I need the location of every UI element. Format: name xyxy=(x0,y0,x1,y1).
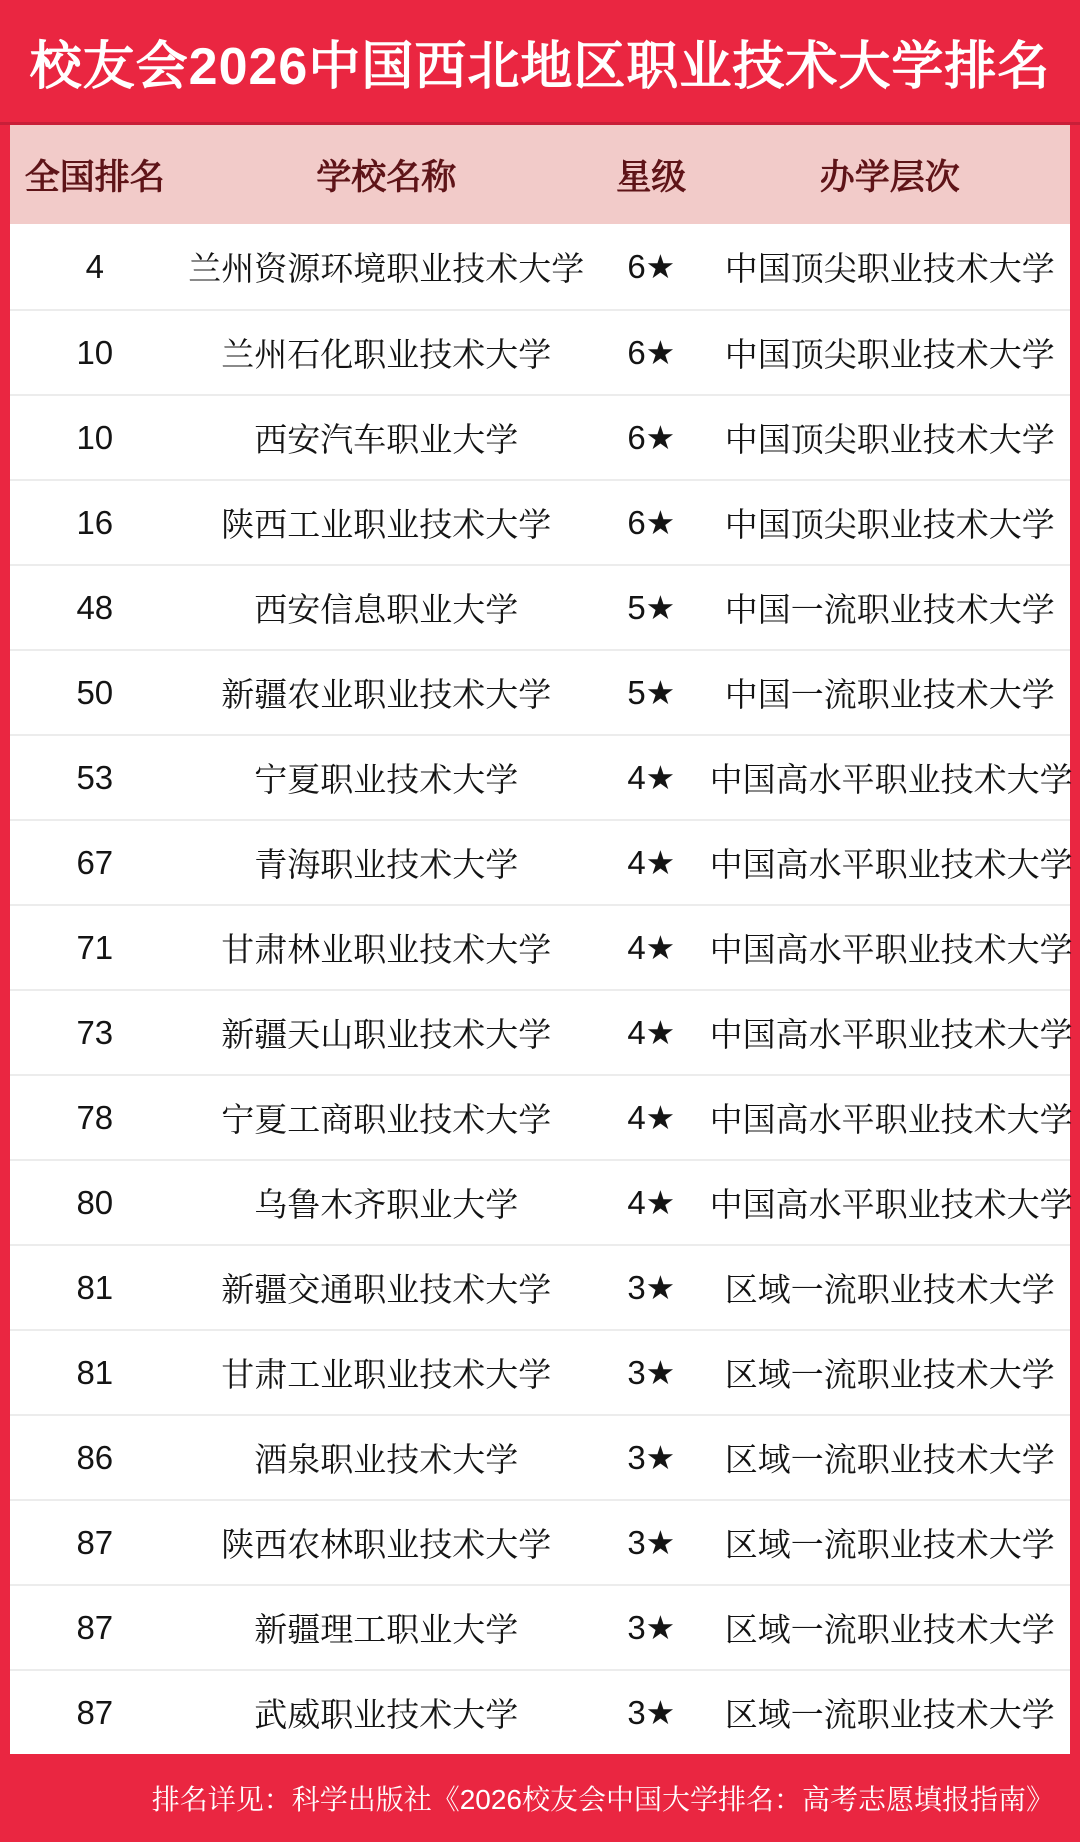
table-row xyxy=(10,734,1073,819)
table-row xyxy=(10,904,1073,989)
cell-stars: 3★ xyxy=(627,1354,676,1391)
footer-source-note: 排名详见：科学出版社《2026校友会中国大学排名：高考志愿填报指南》 xyxy=(151,1784,1054,1815)
footer-bar xyxy=(0,1754,1080,1842)
cell-level: 中国高水平职业技术大学 xyxy=(709,1016,1073,1053)
cell-school: 新疆交通职业技术大学 xyxy=(221,1271,552,1308)
cell-level: 区域一流职业技术大学 xyxy=(724,1696,1055,1733)
cell-rank: 86 xyxy=(76,1438,114,1476)
cell-stars: 6★ xyxy=(627,248,676,285)
table-row xyxy=(10,1669,1070,1754)
cell-level: 区域一流职业技术大学 xyxy=(724,1441,1055,1478)
cell-rank: 78 xyxy=(76,1098,114,1136)
cell-school: 青海职业技术大学 xyxy=(254,846,519,883)
cell-level: 中国顶尖职业技术大学 xyxy=(724,250,1055,287)
table-container xyxy=(10,125,1073,1754)
cell-level: 中国高水平职业技术大学 xyxy=(709,761,1073,798)
table-row xyxy=(10,1329,1070,1414)
cell-stars: 3★ xyxy=(627,1439,676,1476)
cell-school: 新疆天山职业技术大学 xyxy=(221,1016,552,1053)
cell-school: 甘肃工业职业技术大学 xyxy=(221,1356,552,1393)
cell-rank: 71 xyxy=(76,928,114,966)
cell-rank: 81 xyxy=(76,1268,114,1306)
column-header-star-level: 星级 xyxy=(616,157,687,197)
cell-level: 中国高水平职业技术大学 xyxy=(709,846,1073,883)
cell-stars: 3★ xyxy=(627,1269,676,1306)
cell-level: 中国高水平职业技术大学 xyxy=(709,1101,1073,1138)
cell-rank: 48 xyxy=(76,588,114,626)
table-row xyxy=(10,479,1070,564)
cell-rank: 53 xyxy=(76,758,114,796)
cell-stars: 6★ xyxy=(627,334,676,371)
cell-rank: 73 xyxy=(76,1013,114,1051)
cell-stars: 4★ xyxy=(627,1099,676,1136)
cell-level: 区域一流职业技术大学 xyxy=(724,1356,1055,1393)
cell-stars: 3★ xyxy=(627,1609,676,1646)
cell-rank: 50 xyxy=(76,673,114,711)
cell-stars: 3★ xyxy=(627,1524,676,1561)
table-row xyxy=(10,1159,1073,1244)
cell-stars: 3★ xyxy=(627,1694,676,1731)
cell-stars: 5★ xyxy=(627,589,676,626)
table-row xyxy=(10,394,1070,479)
table-row xyxy=(10,649,1070,734)
cell-rank: 81 xyxy=(76,1353,114,1391)
table-row xyxy=(10,224,1070,309)
cell-stars: 4★ xyxy=(627,844,676,881)
cell-level: 中国顶尖职业技术大学 xyxy=(724,506,1055,543)
table-header-row xyxy=(10,125,1070,224)
cell-school: 武威职业技术大学 xyxy=(254,1696,519,1733)
cell-school: 陕西农林职业技术大学 xyxy=(221,1526,552,1563)
table-row xyxy=(10,1499,1070,1584)
cell-stars: 4★ xyxy=(627,759,676,796)
cell-level: 中国顶尖职业技术大学 xyxy=(724,421,1055,458)
cell-stars: 4★ xyxy=(627,1014,676,1051)
cell-level: 区域一流职业技术大学 xyxy=(724,1271,1055,1308)
cell-rank: 10 xyxy=(76,418,114,456)
table-row xyxy=(10,1584,1070,1669)
cell-rank: 67 xyxy=(76,843,114,881)
column-header-national-rank: 全国排名 xyxy=(24,157,165,197)
table-row xyxy=(10,1074,1073,1159)
table-row xyxy=(10,989,1073,1074)
cell-level: 区域一流职业技术大学 xyxy=(724,1526,1055,1563)
page-title: 校友会2026中国西北地区职业技术大学排名 xyxy=(29,37,1051,96)
cell-rank: 4 xyxy=(85,247,104,285)
cell-rank: 80 xyxy=(76,1183,114,1221)
cell-school: 西安汽车职业大学 xyxy=(254,421,519,458)
cell-school: 宁夏职业技术大学 xyxy=(254,761,519,798)
cell-stars: 6★ xyxy=(627,504,676,541)
title-bar xyxy=(0,0,1080,125)
cell-school: 新疆农业职业技术大学 xyxy=(221,676,552,713)
cell-school: 甘肃林业职业技术大学 xyxy=(221,931,552,968)
cell-school: 兰州石化职业技术大学 xyxy=(221,336,552,373)
cell-level: 中国高水平职业技术大学 xyxy=(709,1186,1073,1223)
cell-school: 兰州资源环境职业技术大学 xyxy=(188,250,585,287)
table-row xyxy=(10,309,1070,394)
cell-level: 中国一流职业技术大学 xyxy=(724,591,1055,628)
cell-level: 中国顶尖职业技术大学 xyxy=(724,336,1055,373)
cell-level: 中国高水平职业技术大学 xyxy=(709,931,1073,968)
table-body xyxy=(10,224,1073,1754)
column-header-edu-level: 办学层次 xyxy=(819,157,960,197)
cell-rank: 87 xyxy=(76,1693,114,1731)
cell-rank: 10 xyxy=(76,333,114,371)
table-row xyxy=(10,1244,1070,1329)
cell-stars: 5★ xyxy=(627,674,676,711)
cell-stars: 4★ xyxy=(627,929,676,966)
table-row xyxy=(10,564,1070,649)
cell-rank: 16 xyxy=(76,503,114,541)
cell-school: 乌鲁木齐职业大学 xyxy=(254,1186,519,1223)
table-row xyxy=(10,819,1073,904)
cell-level: 区域一流职业技术大学 xyxy=(724,1611,1055,1648)
cell-school: 新疆理工职业大学 xyxy=(254,1611,519,1648)
cell-school: 宁夏工商职业技术大学 xyxy=(221,1101,552,1138)
cell-school: 酒泉职业技术大学 xyxy=(254,1441,519,1478)
cell-school: 西安信息职业大学 xyxy=(254,591,519,628)
table-row xyxy=(10,1414,1070,1499)
column-header-school-name: 学校名称 xyxy=(316,157,457,197)
cell-level: 中国一流职业技术大学 xyxy=(724,676,1055,713)
cell-school: 陕西工业职业技术大学 xyxy=(221,506,552,543)
cell-stars: 6★ xyxy=(627,419,676,456)
cell-rank: 87 xyxy=(76,1608,114,1646)
cell-stars: 4★ xyxy=(627,1184,676,1221)
cell-rank: 87 xyxy=(76,1523,114,1561)
